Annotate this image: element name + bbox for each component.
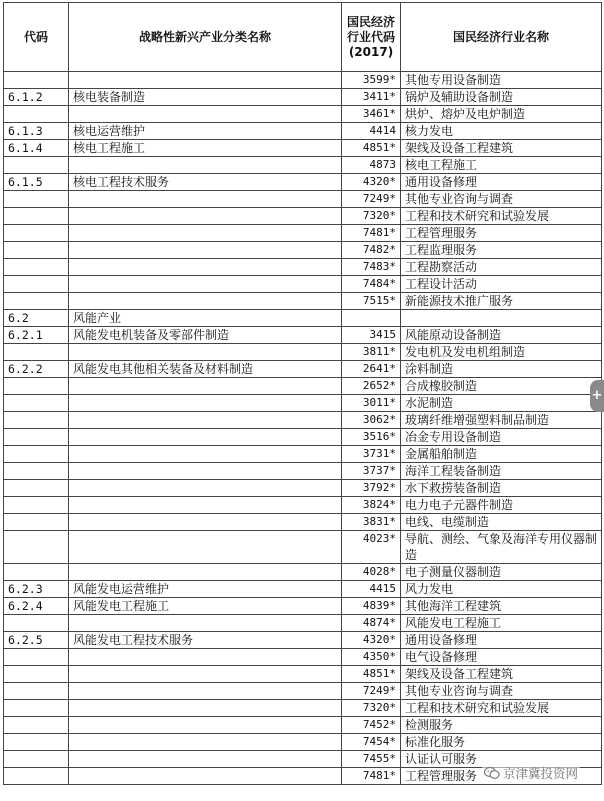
cell-strategic-name — [69, 734, 342, 751]
cell-national-name: 合成橡胶制造 — [401, 378, 602, 395]
cell-code: 6.2.3 — [4, 581, 69, 598]
table-row — [4, 89, 602, 106]
cell-national-name: 新能源技术推广服务 — [401, 293, 602, 310]
cell-national-code: 7481* — [342, 768, 401, 785]
cell-strategic-name — [69, 649, 342, 666]
table-row — [4, 666, 602, 683]
cell-code — [4, 531, 69, 564]
cell-strategic-name — [69, 514, 342, 531]
table-row — [4, 497, 602, 514]
table-row — [4, 717, 602, 734]
cell-code — [4, 208, 69, 225]
cell-code — [4, 106, 69, 123]
cell-strategic-name: 风能产业 — [69, 310, 342, 327]
cell-national-name: 玻璃纤维增强塑料制品制造 — [401, 412, 602, 429]
cell-code: 6.1.3 — [4, 123, 69, 140]
cell-national-code: 3062* — [342, 412, 401, 429]
cell-code — [4, 615, 69, 632]
cell-strategic-name — [69, 276, 342, 293]
cell-national-code: 4350* — [342, 649, 401, 666]
cell-strategic-name — [69, 564, 342, 581]
cell-strategic-name — [69, 259, 342, 276]
cell-code — [4, 700, 69, 717]
table-row — [4, 174, 602, 191]
cell-national-name: 水下救捞装备制造 — [401, 480, 602, 497]
cell-code — [4, 717, 69, 734]
cell-code — [4, 649, 69, 666]
cell-national-name: 工程和技术研究和试验发展 — [401, 700, 602, 717]
cell-national-code: 4320* — [342, 174, 401, 191]
cell-national-name: 通用设备修理 — [401, 174, 602, 191]
cell-national-code: 7482* — [342, 242, 401, 259]
cell-national-name: 风力发电 — [401, 581, 602, 598]
cell-code — [4, 242, 69, 259]
cell-national-name: 冶金专用设备制造 — [401, 429, 602, 446]
cell-code — [4, 480, 69, 497]
cell-national-name: 工程设计活动 — [401, 276, 602, 293]
cell-strategic-name — [69, 480, 342, 497]
header-code: 代码 — [4, 3, 69, 72]
cell-strategic-name — [69, 531, 342, 564]
cell-national-name: 水泥制造 — [401, 395, 602, 412]
cell-national-code: 4873 — [342, 157, 401, 174]
cell-code: 6.2.1 — [4, 327, 69, 344]
cell-national-name: 电子测量仪器制造 — [401, 564, 602, 581]
cell-strategic-name — [69, 446, 342, 463]
table-row — [4, 106, 602, 123]
cell-strategic-name — [69, 497, 342, 514]
table-row — [4, 564, 602, 581]
cell-national-code: 2641* — [342, 361, 401, 378]
table-row — [4, 123, 602, 140]
cell-national-name: 烘炉、熔炉及电炉制造 — [401, 106, 602, 123]
cell-national-code: 7454* — [342, 734, 401, 751]
cell-national-code: 3011* — [342, 395, 401, 412]
cell-national-name: 电力电子元器件制造 — [401, 497, 602, 514]
cell-code: 6.2 — [4, 310, 69, 327]
cell-code — [4, 734, 69, 751]
table-row — [4, 598, 602, 615]
cell-national-name: 认证认可服务 — [401, 751, 602, 768]
cell-national-name — [401, 310, 602, 327]
cell-national-name: 工程管理服务 — [401, 768, 602, 785]
table-row — [4, 310, 602, 327]
cell-national-name: 其他专业咨询与调查 — [401, 191, 602, 208]
cell-national-name: 导航、测绘、气象及海洋专用仪器制造 — [401, 531, 602, 564]
cell-strategic-name — [69, 378, 342, 395]
cell-code: 6.1.5 — [4, 174, 69, 191]
table-row — [4, 480, 602, 497]
cell-national-code: 3824* — [342, 497, 401, 514]
cell-code: 6.1.2 — [4, 89, 69, 106]
cell-strategic-name — [69, 463, 342, 480]
table-row — [4, 208, 602, 225]
table-row — [4, 429, 602, 446]
cell-national-code: 7452* — [342, 717, 401, 734]
cell-national-code: 3737* — [342, 463, 401, 480]
cell-strategic-name — [69, 242, 342, 259]
cell-code — [4, 463, 69, 480]
cell-national-code: 7320* — [342, 700, 401, 717]
cell-national-name: 其他专用设备制造 — [401, 72, 602, 89]
table-row — [4, 581, 602, 598]
cell-national-code: 4028* — [342, 564, 401, 581]
cell-national-code: 4839* — [342, 598, 401, 615]
cell-code — [4, 768, 69, 785]
cell-strategic-name — [69, 615, 342, 632]
cell-code — [4, 293, 69, 310]
cell-national-name: 电线、电缆制造 — [401, 514, 602, 531]
cell-strategic-name — [69, 700, 342, 717]
cell-code: 6.2.5 — [4, 632, 69, 649]
table-row — [4, 259, 602, 276]
watermark-text: 京津冀投资网 — [503, 766, 579, 781]
cell-code: 6.2.2 — [4, 361, 69, 378]
cell-code — [4, 276, 69, 293]
cell-strategic-name — [69, 72, 342, 89]
header-strategic-name: 战略性新兴产业分类名称 — [69, 3, 342, 72]
cell-national-name: 工程和技术研究和试验发展 — [401, 208, 602, 225]
watermark — [482, 764, 580, 782]
table-row — [4, 140, 602, 157]
cell-national-name: 架线及设备工程建筑 — [401, 140, 602, 157]
cell-strategic-name: 风能发电运营维护 — [69, 581, 342, 598]
table-row — [4, 649, 602, 666]
table-row — [4, 72, 602, 89]
table-row — [4, 157, 602, 174]
header-national-code: 国民经济行业代码(2017) — [342, 3, 401, 72]
cell-national-name: 风能原动设备制造 — [401, 327, 602, 344]
cell-code — [4, 191, 69, 208]
cell-national-code: 7320* — [342, 208, 401, 225]
industry-classification-table — [3, 2, 602, 785]
table-row — [4, 615, 602, 632]
table-row — [4, 632, 602, 649]
table-row — [4, 378, 602, 395]
cell-national-code: 3731* — [342, 446, 401, 463]
cell-national-code: 3792* — [342, 480, 401, 497]
table-row — [4, 276, 602, 293]
cell-strategic-name — [69, 293, 342, 310]
cell-code: 6.1.4 — [4, 140, 69, 157]
cell-code: 6.2.4 — [4, 598, 69, 615]
cell-national-code: 7484* — [342, 276, 401, 293]
cell-national-code: 3811* — [342, 344, 401, 361]
cell-national-name: 工程监理服务 — [401, 242, 602, 259]
cell-national-name: 锅炉及辅助设备制造 — [401, 89, 602, 106]
table-row — [4, 361, 602, 378]
cell-national-code: 7481* — [342, 225, 401, 242]
cell-code — [4, 564, 69, 581]
cell-national-code: 7515* — [342, 293, 401, 310]
cell-strategic-name — [69, 666, 342, 683]
expand-side-tab[interactable] — [590, 380, 604, 412]
header-national-name: 国民经济行业名称 — [401, 3, 602, 72]
document-page — [3, 2, 601, 785]
cell-national-code: 3415 — [342, 327, 401, 344]
cell-national-name: 海洋工程装备制造 — [401, 463, 602, 480]
table-row — [4, 514, 602, 531]
table-row — [4, 327, 602, 344]
cell-national-code: 4320* — [342, 632, 401, 649]
cell-national-name: 工程管理服务 — [401, 225, 602, 242]
cell-strategic-name: 核电工程技术服务 — [69, 174, 342, 191]
plus-icon[interactable]: + — [591, 388, 603, 403]
cell-strategic-name — [69, 717, 342, 734]
cell-strategic-name — [69, 191, 342, 208]
table-row — [4, 463, 602, 480]
cell-strategic-name — [69, 412, 342, 429]
cell-national-code: 3599* — [342, 72, 401, 89]
cell-code — [4, 429, 69, 446]
cell-national-code: 3461* — [342, 106, 401, 123]
cell-national-name: 核电工程施工 — [401, 157, 602, 174]
cell-national-name: 电气设备修理 — [401, 649, 602, 666]
cell-national-name: 其他海洋工程建筑 — [401, 598, 602, 615]
cell-strategic-name — [69, 395, 342, 412]
table-row — [4, 734, 602, 751]
cell-code — [4, 751, 69, 768]
cell-national-code — [342, 310, 401, 327]
cell-code — [4, 344, 69, 361]
cell-code — [4, 412, 69, 429]
cell-national-code: 4851* — [342, 666, 401, 683]
cell-code — [4, 683, 69, 700]
cell-national-code: 4415 — [342, 581, 401, 598]
cell-strategic-name — [69, 157, 342, 174]
cell-code — [4, 259, 69, 276]
cell-strategic-name — [69, 106, 342, 123]
table-row — [4, 412, 602, 429]
cell-strategic-name: 风能发电工程技术服务 — [69, 632, 342, 649]
cell-national-name: 标准化服务 — [401, 734, 602, 751]
table-row — [4, 344, 602, 361]
cell-national-name: 检测服务 — [401, 717, 602, 734]
cell-strategic-name — [69, 208, 342, 225]
table-row — [4, 446, 602, 463]
cell-national-name: 通用设备修理 — [401, 632, 602, 649]
cell-strategic-name: 核电运营维护 — [69, 123, 342, 140]
cell-strategic-name: 风能发电其他相关装备及材料制造 — [69, 361, 342, 378]
cell-strategic-name: 核电工程施工 — [69, 140, 342, 157]
table-row — [4, 225, 602, 242]
table-header-row — [4, 3, 602, 72]
cell-strategic-name — [69, 683, 342, 700]
cell-national-name: 核力发电 — [401, 123, 602, 140]
cell-strategic-name: 核电装备制造 — [69, 89, 342, 106]
cell-national-code: 7249* — [342, 683, 401, 700]
cell-national-name: 风能发电工程施工 — [401, 615, 602, 632]
table-row — [4, 700, 602, 717]
cell-strategic-name — [69, 751, 342, 768]
cell-code — [4, 395, 69, 412]
table-row — [4, 683, 602, 700]
cell-national-name: 架线及设备工程建筑 — [401, 666, 602, 683]
wechat-icon — [484, 766, 500, 780]
cell-national-name: 金属船舶制造 — [401, 446, 602, 463]
cell-code — [4, 157, 69, 174]
cell-national-name: 工程勘察活动 — [401, 259, 602, 276]
table-body — [4, 72, 602, 785]
cell-national-code: 3516* — [342, 429, 401, 446]
cell-strategic-name — [69, 768, 342, 785]
cell-strategic-name — [69, 344, 342, 361]
cell-code — [4, 497, 69, 514]
cell-national-name: 其他专业咨询与调查 — [401, 683, 602, 700]
cell-strategic-name: 风能发电机装备及零部件制造 — [69, 327, 342, 344]
cell-national-code: 7455* — [342, 751, 401, 768]
cell-national-code: 7249* — [342, 191, 401, 208]
cell-strategic-name — [69, 429, 342, 446]
cell-national-name: 发电机及发电机组制造 — [401, 344, 602, 361]
table-row — [4, 242, 602, 259]
table-row — [4, 395, 602, 412]
cell-national-code: 7483* — [342, 259, 401, 276]
cell-national-code: 4851* — [342, 140, 401, 157]
table-row — [4, 293, 602, 310]
cell-national-code: 4023* — [342, 531, 401, 564]
cell-strategic-name: 风能发电工程施工 — [69, 598, 342, 615]
cell-strategic-name — [69, 225, 342, 242]
cell-code — [4, 378, 69, 395]
cell-code — [4, 225, 69, 242]
cell-code — [4, 446, 69, 463]
cell-national-code: 3411* — [342, 89, 401, 106]
cell-code — [4, 666, 69, 683]
cell-code — [4, 514, 69, 531]
table-row — [4, 531, 602, 564]
cell-code — [4, 72, 69, 89]
cell-national-code: 3831* — [342, 514, 401, 531]
cell-national-code: 2652* — [342, 378, 401, 395]
cell-national-code: 4874* — [342, 615, 401, 632]
cell-national-code: 4414 — [342, 123, 401, 140]
table-row — [4, 191, 602, 208]
cell-national-name: 涂料制造 — [401, 361, 602, 378]
